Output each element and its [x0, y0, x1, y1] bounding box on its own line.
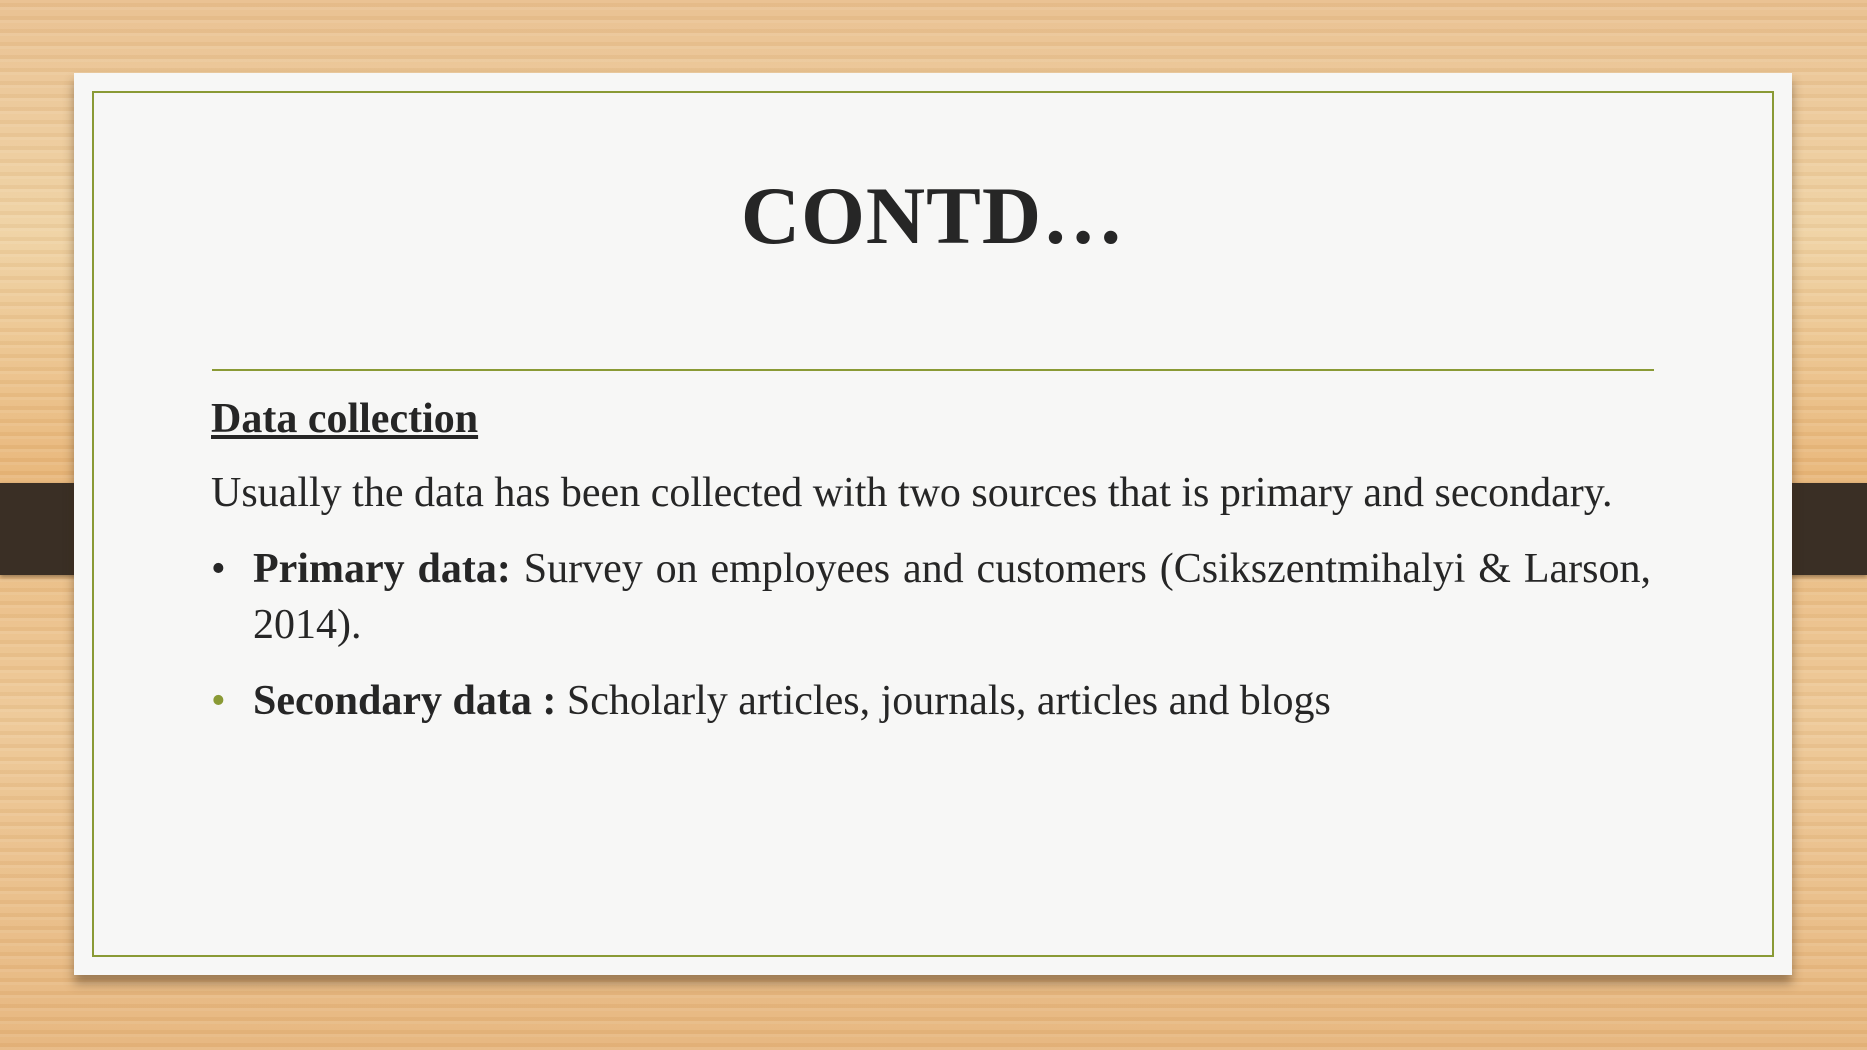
intro-paragraph: Usually the data has been collected with two sources that is primary and secondary.	[211, 470, 1613, 516]
bullet-text: Scholarly articles, journals, articles and blogs	[556, 678, 1331, 724]
slide-title: CONTD…	[740, 170, 1126, 261]
bullet-label: Primary data:	[253, 546, 511, 592]
bullet-item-primary	[211, 541, 1651, 653]
bullet-text: Survey on employees and customers (Csikszentmihalyi & Larson, 2014).	[253, 546, 1651, 648]
section-heading: Data collection	[211, 396, 479, 442]
bullet-dot-icon: •	[211, 546, 226, 592]
slide-body	[211, 391, 1651, 749]
slide-card	[74, 73, 1792, 975]
title-divider	[212, 369, 1654, 371]
bullet-dot-icon: •	[211, 678, 226, 724]
bullet-item-secondary	[211, 673, 1651, 729]
bullet-label: Secondary data :	[253, 678, 557, 724]
